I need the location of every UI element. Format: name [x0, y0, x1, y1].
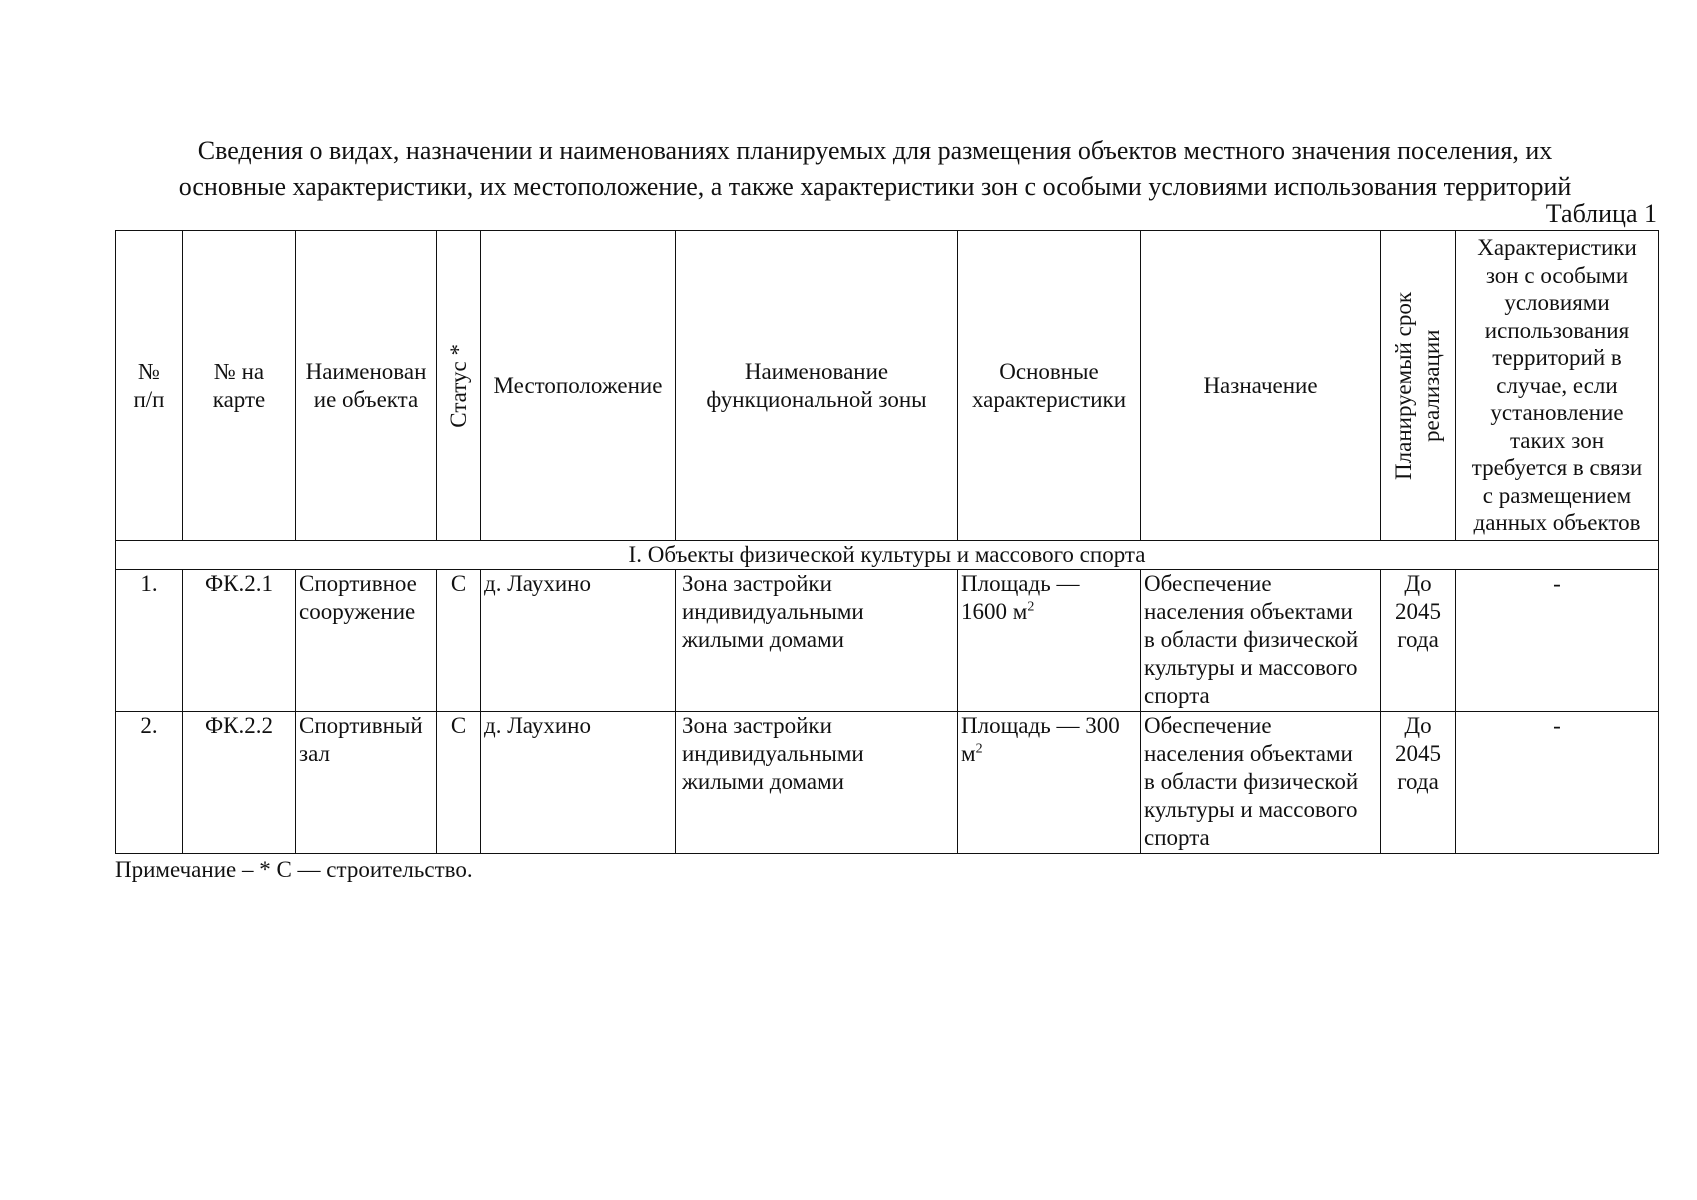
header-characteristics: Основные характеристики	[958, 231, 1141, 541]
cell-purpose: Обеспечение населения объектами в области физической культуры и массового спорта	[1141, 570, 1381, 712]
header-map-number: № на карте	[183, 231, 296, 541]
cell-object-name: Спортивное сооружение	[296, 570, 437, 712]
cell-map-number: ФК.2.1	[183, 570, 296, 712]
table-note: Примечание – * С — строительство.	[115, 857, 473, 882]
header-term: Планируемый срок реализации	[1381, 231, 1456, 541]
cell-object-name: Спортивный зал	[296, 712, 437, 854]
header-num: № п/п	[116, 231, 183, 541]
title-line-2: основные характеристики, их местоположение, а также характеристики зон с особыми условиями использования территорий	[178, 172, 1572, 201]
cell-characteristics: Площадь — 300 $м^2$	[958, 712, 1141, 854]
cell-num: 2.	[116, 712, 183, 854]
cell-characteristics: Площадь — 1600 $м^2$	[958, 570, 1141, 712]
section-row	[116, 541, 1659, 570]
cell-status: С	[437, 712, 481, 854]
cell-location: д. Лаухино	[481, 570, 676, 712]
header-object-name: Наименован ие объекта	[296, 231, 437, 541]
cell-map-number: ФК.2.2	[183, 712, 296, 854]
cell-special-zones: -	[1456, 712, 1659, 854]
table-row	[116, 712, 1659, 854]
cell-location: д. Лаухино	[481, 712, 676, 854]
cell-special-zones: -	[1456, 570, 1659, 712]
header-special-zones: Характеристики зон с особыми условиями использования территорий в случае, если установление таких зон требуется в связи с размещением данных объектов	[1456, 231, 1659, 541]
table-row	[116, 570, 1659, 712]
section-title: I. Объекты физической культуры и массового спорта	[116, 541, 1659, 570]
objects-table	[115, 230, 1659, 854]
header-location: Местоположение	[481, 231, 676, 541]
table-label: Таблица 1	[1545, 199, 1657, 228]
header-status: Статус *	[437, 231, 481, 541]
cell-purpose: Обеспечение населения объектами в области физической культуры и массового спорта	[1141, 712, 1381, 854]
cell-term: До 2045 года	[1381, 570, 1456, 712]
header-functional-zone: Наименование функциональной зоны	[676, 231, 958, 541]
title-line-1: Сведения о видах, назначении и наименованиях планируемых для размещения объектов местного значения поселения, их	[197, 136, 1553, 165]
cell-term: До 2045 года	[1381, 712, 1456, 854]
table-header-row	[116, 231, 1659, 541]
cell-functional-zone: Зона застройки индивидуальными жилыми домами	[676, 570, 958, 712]
header-purpose: Назначение	[1141, 231, 1381, 541]
cell-functional-zone: Зона застройки индивидуальными жилыми домами	[676, 712, 958, 854]
cell-num: 1.	[116, 570, 183, 712]
cell-status: С	[437, 570, 481, 712]
document-title	[100, 133, 1650, 205]
